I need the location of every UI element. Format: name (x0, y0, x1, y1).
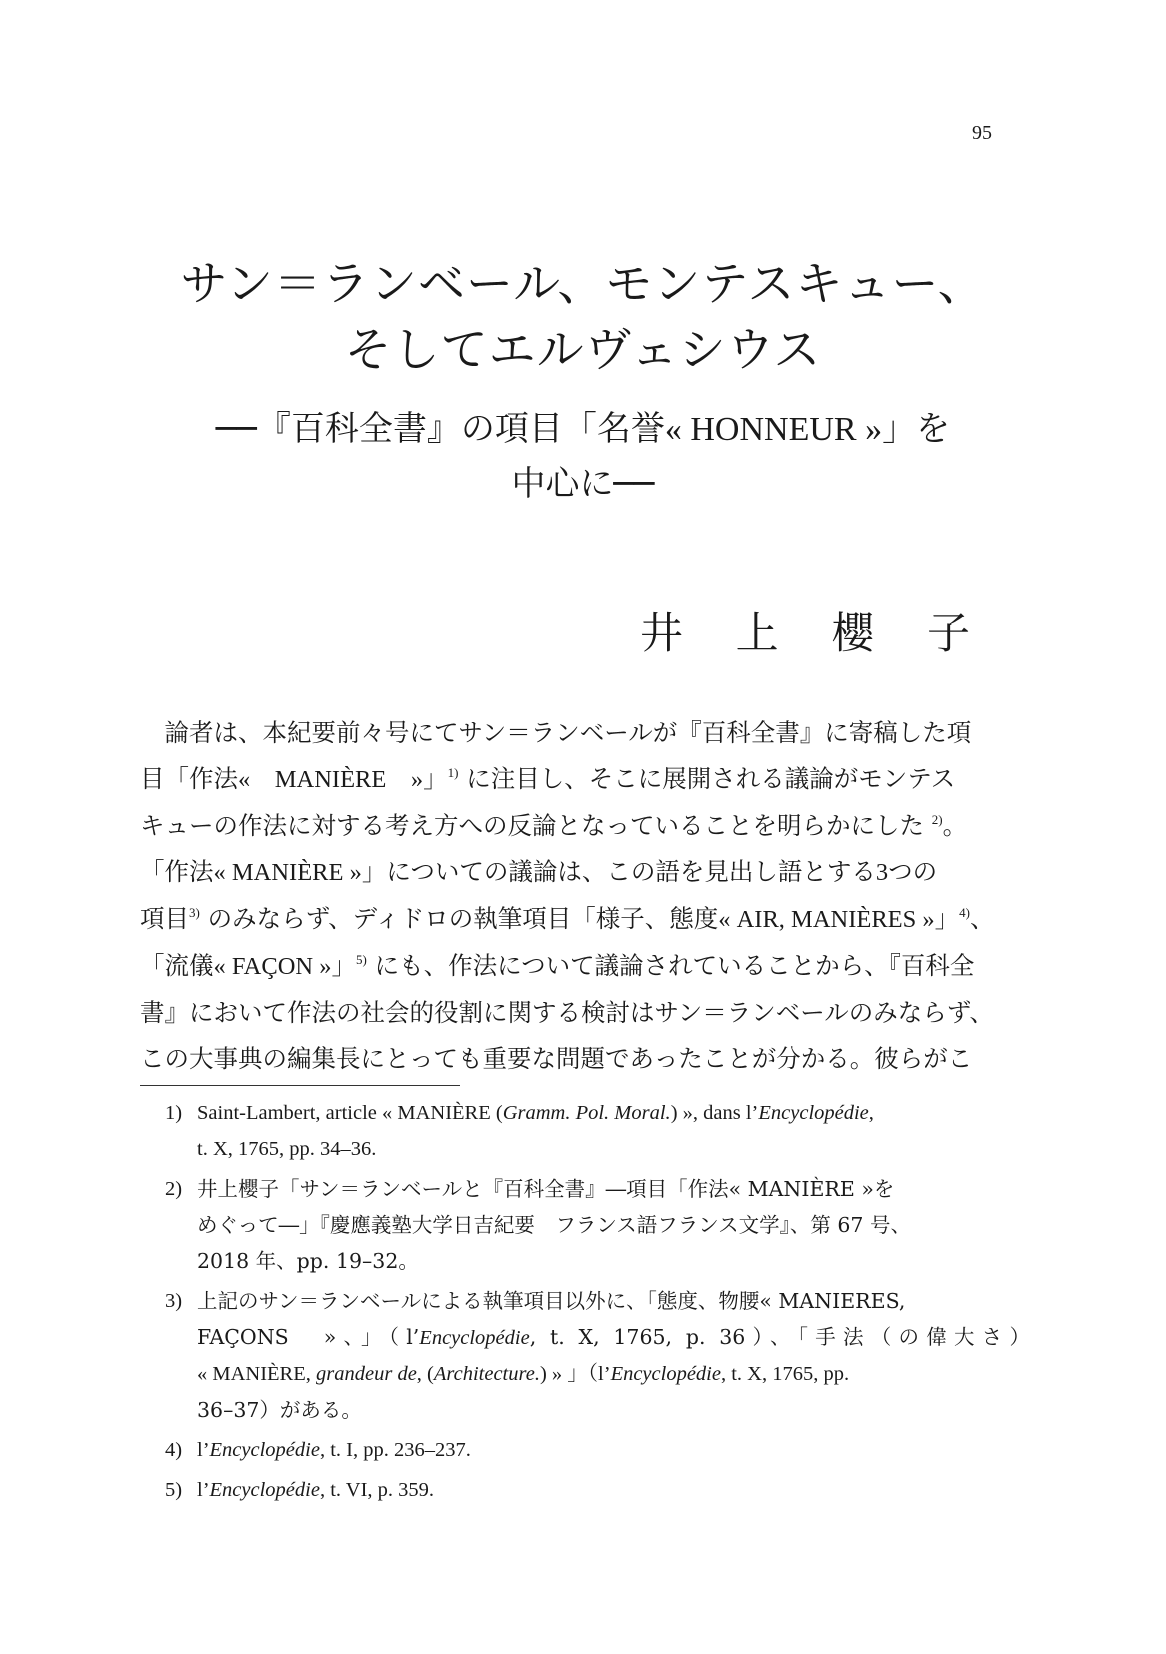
title-line-2: そしてエルヴェシウス (344, 323, 822, 378)
footnote-italic: grandeur de (316, 1363, 417, 1385)
subtitle-latin-term: « HONNEUR » (664, 411, 883, 448)
footnote-1 (165, 1095, 1030, 1167)
footnote-line (197, 1356, 1030, 1392)
footnote-ref: 4) (959, 905, 970, 920)
author-char: 櫻 (831, 609, 875, 659)
footnote-number: 3) (165, 1290, 183, 1312)
latin-term: « FAÇON » (213, 953, 332, 980)
footnote-line: 井上櫻子「サン＝ランベールと『百科全書』―項目「作法« MANIÈRE »を (197, 1177, 895, 1201)
footnote-text: ) », dans l’ (670, 1102, 759, 1124)
body-text: 」 (423, 764, 448, 793)
footnote-ref: 1) (447, 765, 459, 780)
footnote-text: , (868, 1102, 874, 1124)
footnote-3 (165, 1283, 1030, 1428)
footnote-divider (140, 1085, 460, 1086)
footnote-italic: Encyclopédie (610, 1363, 721, 1385)
latin-term: « MANIÈRE » (213, 859, 362, 886)
footnote-italic: Architecture. (433, 1363, 540, 1385)
latin-term: « AIR, MANIÈRES » (718, 906, 935, 933)
footnote-line: 2018 年、pp. 19–32。 (197, 1249, 419, 1273)
footnote-text: , t. X, 1765, pp. (720, 1363, 850, 1385)
footnote-line (197, 1319, 1030, 1356)
footnote-text: l’ (197, 1479, 210, 1501)
subtitle-line-2: 中心に── (511, 464, 655, 504)
footnote-number: 1) (165, 1102, 183, 1124)
footnote-text: , ( (416, 1363, 434, 1385)
footnote-line: 36–37）がある。 (197, 1398, 362, 1422)
footnote-line (197, 1095, 1030, 1131)
author-char: 上 (735, 609, 779, 659)
footnote-text: « MANIÈRE, (197, 1363, 317, 1385)
footnote-italic: Gramm. Pol. Moral. (502, 1102, 671, 1124)
body-text: 。 (942, 811, 968, 840)
body-text: 項目 (140, 904, 189, 933)
footnote-text: , t. I, pp. 236–237. (319, 1439, 471, 1461)
footnote-line: めぐって―」『慶應義塾大学日吉紀要 フランス語フランス文学』、第 67 号、 (197, 1213, 911, 1237)
footnote-text: , t. VI, p. 359. (319, 1479, 435, 1501)
body-paragraph (140, 710, 1030, 1082)
body-line (140, 803, 1030, 849)
body-text: キューの作法に対する考え方への反論となっていることを明らかにした (140, 811, 924, 840)
footnotes (165, 1095, 1030, 1512)
latin-term: « MANIÈRE » (238, 766, 424, 793)
footnote-text: Saint-Lambert, article « MANIÈRE ( (197, 1102, 503, 1124)
footnote-ref: 5) (355, 952, 367, 967)
footnote-italic: Encyclopédie (209, 1439, 320, 1461)
body-text: 」 (934, 904, 960, 933)
body-text: 「作法 (140, 857, 214, 886)
footnote-ref: 2) (931, 812, 943, 827)
author-name (640, 600, 970, 661)
footnote-italic: Encyclopédie (419, 1327, 530, 1349)
body-text: 」 (331, 951, 356, 980)
footnote-line (197, 1472, 1030, 1508)
page-number: 95 (972, 122, 992, 144)
subtitle-text-pre: ──『百科全書』の項目「名誉 (215, 409, 665, 449)
body-text: つの (888, 857, 938, 886)
body-line: 論者は、本紀要前々号にてサン＝ランベールが『百科全書』に寄稿した項 (164, 718, 972, 747)
footnote-4 (165, 1432, 1030, 1468)
footnote-line: t. X, 1765, pp. 34–36. (197, 1138, 377, 1160)
body-text: 」についての議論は、この語を見出し語とする (361, 857, 876, 886)
body-number: 3 (875, 859, 889, 886)
footnote-number: 2) (165, 1178, 183, 1200)
footnote-line: 上記のサン＝ランベールによる執筆項目以外に、「態度、物腰« MANIERES, (197, 1289, 906, 1313)
footnote-text: FAÇONS »、」（l’ (197, 1325, 420, 1349)
body-line: 書』において作法の社会的役割に関する検討はサン＝ランベールのみならず、 (140, 998, 994, 1027)
author-char: 井 (640, 609, 683, 659)
footnote-text: ) » 」（l’ (539, 1363, 611, 1385)
title-line-1: サン＝ランベール、モンテスキュー、 (180, 257, 986, 312)
subtitle-line-1 (100, 402, 1066, 457)
body-text: に注目し、そこに展開される議論がモンテス (466, 764, 956, 793)
footnote-number: 5) (165, 1479, 183, 1501)
body-line (140, 943, 1030, 990)
footnote-text: , t. X, 1765, p. 36）、「手法（の偉大さ） (529, 1325, 1030, 1349)
body-text: のみならず、ディドロの執筆項目「様子、態度 (207, 904, 719, 933)
body-text: 、 (969, 904, 995, 933)
footnote-2 (165, 1171, 1030, 1279)
article-subtitle (100, 402, 1066, 511)
footnote-5 (165, 1472, 1030, 1508)
subtitle-text-post: 」を (882, 409, 951, 449)
footnote-text: l’ (197, 1439, 210, 1461)
footnote-italic: Encyclopédie (758, 1102, 869, 1124)
footnote-line (197, 1432, 1030, 1468)
body-line (140, 756, 1030, 803)
body-line: この大事典の編集長にとっても重要な問題であったことが分かる。彼らがこ (140, 1044, 973, 1073)
body-line (140, 849, 1030, 896)
body-text: 「流儀 (140, 951, 214, 980)
author-char: 子 (926, 609, 970, 659)
body-line (140, 896, 1030, 943)
footnote-ref: 3) (189, 905, 200, 920)
article-title (100, 252, 1066, 384)
body-text: 目「作法 (140, 764, 238, 793)
footnote-italic: Encyclopédie (209, 1479, 320, 1501)
footnote-number: 4) (165, 1439, 183, 1461)
body-text: にも、作法について議論されていることから、『百科全 (374, 951, 975, 980)
